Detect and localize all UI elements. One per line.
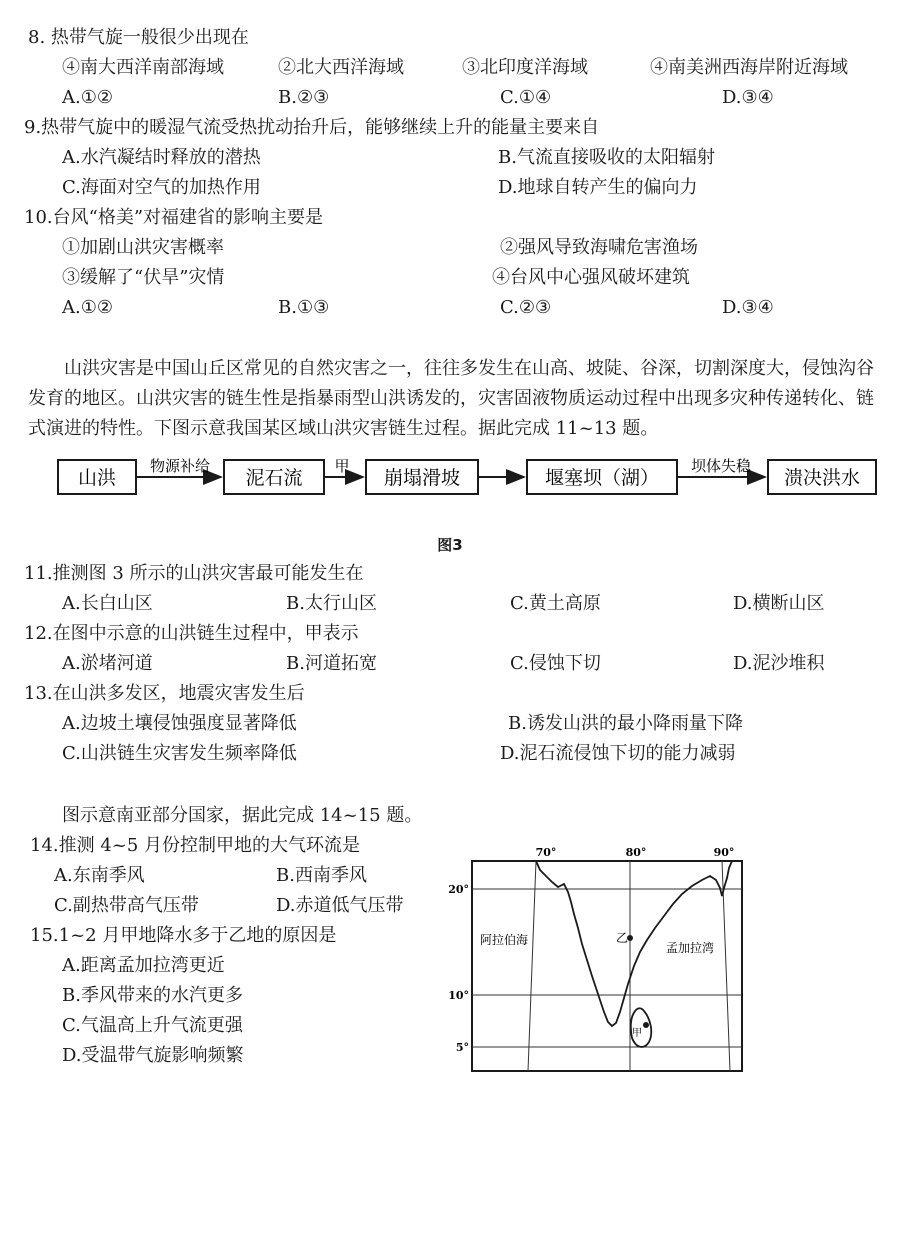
q14-option-a: A.东南季风 [54,865,145,886]
flow-arrow-1-label: 物源补给 [149,457,211,475]
q15-option-a: A.距离孟加拉湾更近 [62,955,225,976]
q11-option-c: C.黄土高原 [510,593,601,614]
q9-option-c: C.海面对空气的加热作用 [62,177,261,198]
flow-arrow-1 [136,457,221,477]
q13-option-c: C.山洪链生灾害发生频率降低 [62,743,297,764]
q10-item-3: ③缓解了“伏旱”灾情 [62,267,225,288]
flow-box-1 [58,460,136,494]
flow-box-2 [224,460,324,494]
flow-box-4 [527,460,677,494]
passage-flood: 山洪灾害是中国山丘区常见的自然灾害之一，往往多发生在山高、坡陡、谷深，切割深度大，侵蚀沟谷发育的地区。山洪灾害的链生性是指暴雨型山洪诱发的，灾害固液物质运动过程中出现多灾种传递转化、链式演进的特性。下图示意我国某区域山洪灾害链生过程。据此完成 11~13 题。 [28,358,874,439]
q8-option-c: C.①④ [500,87,552,108]
q13-option-b: B.诱发山洪的最小降雨量下降 [508,713,743,734]
q10-option-a: A.①② [62,297,113,318]
lat-label-20: 20° [448,883,469,896]
q15-option-c: C.气温高上升气流更强 [62,1015,243,1036]
passage-south-asia: 图示意南亚部分国家，据此完成 14~15 题。 [62,805,423,826]
q14-stem: 14.推测 4~5 月份控制甲地的大气环流是 [30,835,361,856]
flow-box-3 [366,460,478,494]
q8-option-d: D.③④ [722,87,774,108]
flow-box-1-label: 山洪 [77,467,117,489]
flow-arrow-2 [324,457,363,477]
place-yi-label: 乙 [616,931,629,945]
map-frame [472,861,742,1071]
lat-label-10: 10° [448,989,469,1002]
flow-arrow-4 [677,457,765,477]
q9-option-d: D.地球自转产生的偏向力 [498,177,698,198]
flow-box-3-label: 崩塌滑坡 [383,467,461,489]
q12-option-d: D.泥沙堆积 [733,653,825,674]
q8-item-2: ②北大西洋海域 [278,57,404,78]
q8-option-b: B.②③ [278,87,330,108]
q11-option-d: D.横断山区 [733,593,825,614]
q8-item-3: ③北印度洋海域 [462,57,588,78]
q13-option-a: A.边坡土壤侵蚀强度显著降低 [62,713,297,734]
place-jia-dot [643,1022,649,1028]
flood-chain-diagram [0,452,900,508]
q9-stem: 9.热带气旋中的暖湿气流受热扰动抬升后，能够继续上升的能量主要来自 [24,117,600,138]
q9-option-a: A.水汽凝结时释放的潜热 [62,147,261,168]
q11-option-b: B.太行山区 [286,593,377,614]
place-jia-label: 甲 [632,1028,642,1039]
flow-box-5 [768,460,876,494]
figure-3-caption: 图3 [437,536,463,554]
flow-arrow-4-label: 坝体失稳 [690,457,752,475]
q13-option-d: D.泥石流侵蚀下切的能力减弱 [500,743,736,764]
q8-item-1: ④南大西洋南部海域 [62,57,224,78]
flow-box-2-label: 泥石流 [245,467,303,489]
q15-stem: 15.1~2 月甲地降水多于乙地的原因是 [30,925,337,946]
q10-item-2: ②强风导致海啸危害渔场 [500,237,698,258]
lat-label-5: 5° [455,1041,469,1054]
flow-box-4-label: 堰塞坝（湖） [544,467,660,489]
q8-option-a: A.①② [62,87,113,108]
q14-option-d: D.赤道低气压带 [276,895,404,916]
q14-option-c: C.副热带高气压带 [54,895,199,916]
q12-stem: 12.在图中示意的山洪链生过程中，甲表示 [24,623,359,644]
q10-item-1: ①加剧山洪灾害概率 [62,237,224,258]
bay-of-bengal-label: 孟加拉湾 [666,941,715,955]
q9-option-b: B.气流直接吸收的太阳辐射 [498,147,715,168]
south-asia-map [440,840,760,1085]
q10-option-b: B.①③ [278,297,330,318]
q10-stem: 10.台风“格美”对福建省的影响主要是 [24,207,324,228]
lon-label-90: 90° [713,846,735,859]
q10-item-4: ④台风中心强风破坏建筑 [492,267,690,288]
arabian-sea-label: 阿拉伯海 [480,933,529,947]
q8-item-4: ④南美洲西海岸附近海域 [650,57,848,78]
q15-option-b: B.季风带来的水汽更多 [62,985,243,1006]
q8-stem: 8. 热带气旋一般很少出现在 [28,27,249,48]
q10-option-c: C.②③ [500,297,552,318]
q12-option-c: C.侵蚀下切 [510,653,601,674]
q10-option-d: D.③④ [722,297,774,318]
q15-option-d: D.受温带气旋影响频繁 [62,1045,244,1066]
q12-option-a: A.淤堵河道 [62,653,153,674]
q11-option-a: A.长白山区 [62,593,153,614]
flow-box-5-label: 溃决洪水 [783,467,861,489]
q12-option-b: B.河道拓宽 [286,653,377,674]
flow-arrow-2-label: 甲 [334,457,350,475]
q14-option-b: B.西南季风 [276,865,367,886]
q13-stem: 13.在山洪多发区，地震灾害发生后 [24,683,305,704]
lon-label-70: 70° [535,846,557,859]
q11-stem: 11.推测图 3 所示的山洪灾害最可能发生在 [24,563,364,584]
lon-label-80: 80° [625,846,647,859]
